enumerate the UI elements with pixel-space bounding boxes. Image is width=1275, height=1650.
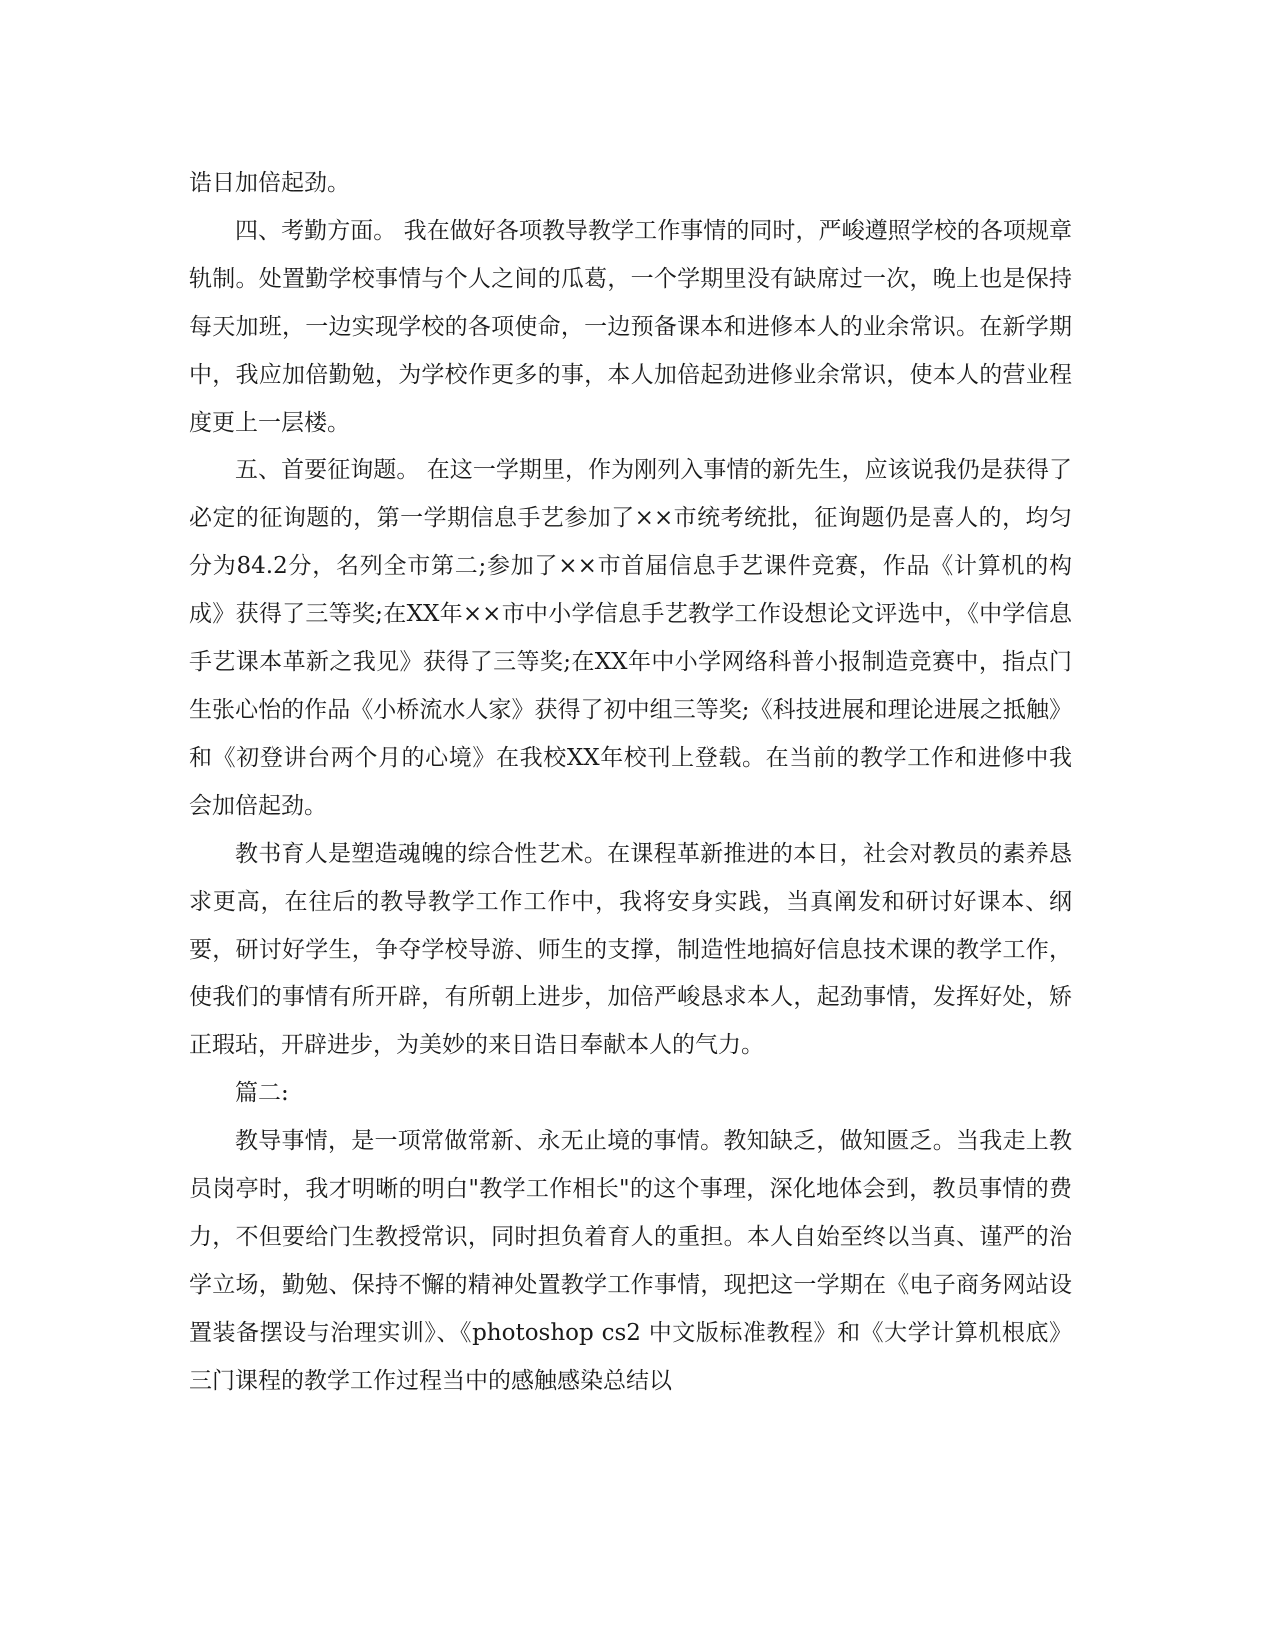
paragraph-continuation: 诰日加倍起劲。 bbox=[189, 170, 350, 196]
section-heading-part-two: 篇二: bbox=[235, 1080, 289, 1107]
paragraph-part-two-intro: 教导事情，是一项常做常新、永无止境的事情。教知缺乏，做知匮乏。当我走上教员岗亭时，我才明晰的明白"教学工作相长"的这个事理，深化地体会到，教员事情的费力，不但要给门生教授常识，同时担负着育人的重担。本人自始至终以当真、谨严的治学立场，勤勉、保持不懈的精神处置教学工作事情，现把这一学期在《电子商务网站设置装备摆设与治理实训》、《photoshop cs2 中文版标准教程》和《大学计算机根底》三门课程的教学工作过程当中的感触感染总结以 bbox=[189, 1128, 1072, 1394]
paragraph-achievements: 五、首要征询题。 在这一学期里，作为刚列入事情的新先生，应该说我仍是获得了必定的征询题的，第一学期信息手艺参加了××市统考统批，征询题仍是喜人的，均匀分为84.2分，名列全市第二;参加了××市首届信息手艺课件竞赛，作品《计算机的构成》获得了三等奖;在XX年××市中小学信息手艺教学工作设想论文评选中，《中学信息手艺课本革新之我见》获得了三等奖;在XX年中小学网络科普小报制造竞赛中，指点门生张心怡的作品《小桥流水人家》获得了初中组三等奖;《科技进展和理论进展之抵触》和《初登讲台两个月的心境》在我校XX年校刊上登载。在当前的教学工作和进修中我会加倍起劲。 bbox=[189, 457, 1072, 819]
document-body bbox=[189, 160, 1072, 1406]
paragraph-conclusion: 教书育人是塑造魂魄的综合性艺术。在课程革新推进的本日，社会对教员的素养恳求更高，在往后的教导教学工作工作中，我将安身实践，当真阐发和研讨好课本、纲要，研讨好学生，争夺学校导游、师生的支撑，制造性地搞好信息技术课的教学工作，使我们的事情有所开辟，有所朝上进步，加倍严峻恳求本人，起劲事情，发挥好处，矫正瑕玷，开辟进步，为美妙的来日诰日奉献本人的气力。 bbox=[189, 840, 1072, 1059]
paragraph-attendance: 四、考勤方面。 我在做好各项教导教学工作事情的同时，严峻遵照学校的各项规章轨制。处置勤学校事情与个人之间的瓜葛，一个学期里没有缺席过一次，晚上也是保持每天加班，一边实现学校的各项使命，一边预备课本和进修本人的业余常识。在新学期中，我应加倍勤勉，为学校作更多的事，本人加倍起劲进修业余常识，使本人的营业程度更上一层楼。 bbox=[189, 217, 1072, 436]
